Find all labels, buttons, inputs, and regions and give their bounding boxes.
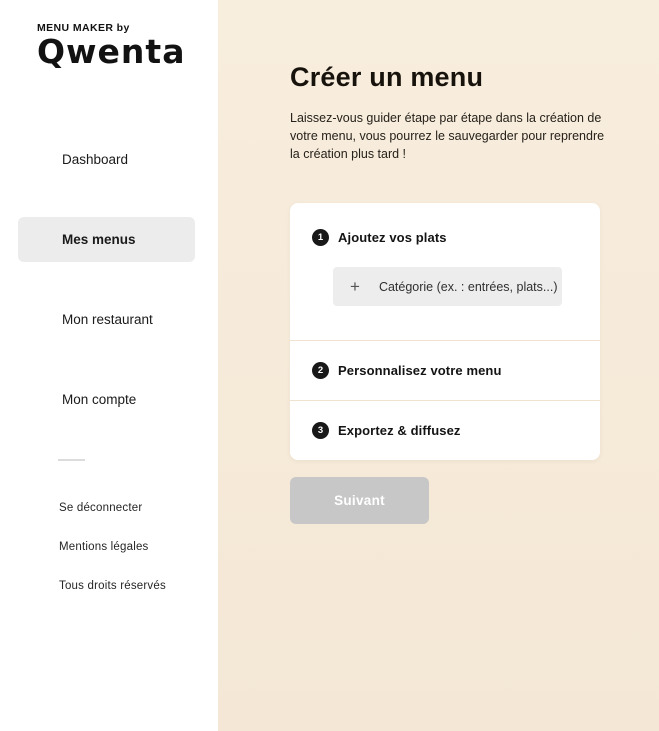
sidebar — [0, 0, 218, 731]
step-3-number-badge: 3 — [312, 422, 329, 439]
step-1-number-badge: 1 — [312, 229, 329, 246]
sidebar-item-mes-menus[interactable]: Mes menus — [18, 217, 195, 262]
sidebar-nav — [0, 137, 218, 422]
step-section-export — [290, 401, 600, 460]
page-title: Créer un menu — [290, 62, 484, 92]
main-content — [218, 0, 659, 731]
step-2-number-badge: 2 — [312, 362, 329, 379]
sidebar-item-dashboard[interactable]: Dashboard — [62, 152, 129, 167]
page-subtitle: Laissez-vous guider étape par étape dans la création de votre menu, vous pourrez le sauvegarder pour reprendre la création plus tard ! — [290, 111, 605, 161]
logout-link[interactable]: Se déconnecter — [59, 502, 143, 514]
step-1-label: Ajoutez vos plats — [338, 230, 447, 246]
next-button[interactable]: Suivant — [290, 477, 429, 524]
sidebar-divider — [58, 459, 85, 461]
step-row-2 — [312, 362, 502, 379]
add-category-button[interactable] — [333, 267, 562, 306]
sidebar-footer — [0, 502, 218, 592]
step-row-3 — [312, 422, 461, 439]
brand-logo[interactable] — [0, 0, 218, 71]
legal-notice-link[interactable]: Mentions légales — [59, 541, 149, 553]
step-section-customize — [290, 341, 600, 400]
step-row-1 — [312, 229, 578, 246]
step-3-label: Exportez & diffusez — [338, 423, 461, 439]
plus-icon: + — [350, 277, 360, 297]
sidebar-item-mon-restaurant[interactable]: Mon restaurant — [62, 312, 153, 327]
steps-card — [290, 203, 600, 460]
brand-name: Qwenta — [37, 32, 186, 71]
sidebar-item-mon-compte[interactable]: Mon compte — [62, 392, 137, 407]
rights-reserved-link[interactable]: Tous droits réservés — [59, 580, 166, 592]
step-section-add-dishes — [290, 203, 600, 340]
add-category-label: Catégorie (ex. : entrées, plats...) — [378, 279, 558, 294]
step-2-label: Personnalisez votre menu — [338, 363, 502, 379]
brand-tagline: MENU MAKER by — [37, 22, 130, 34]
